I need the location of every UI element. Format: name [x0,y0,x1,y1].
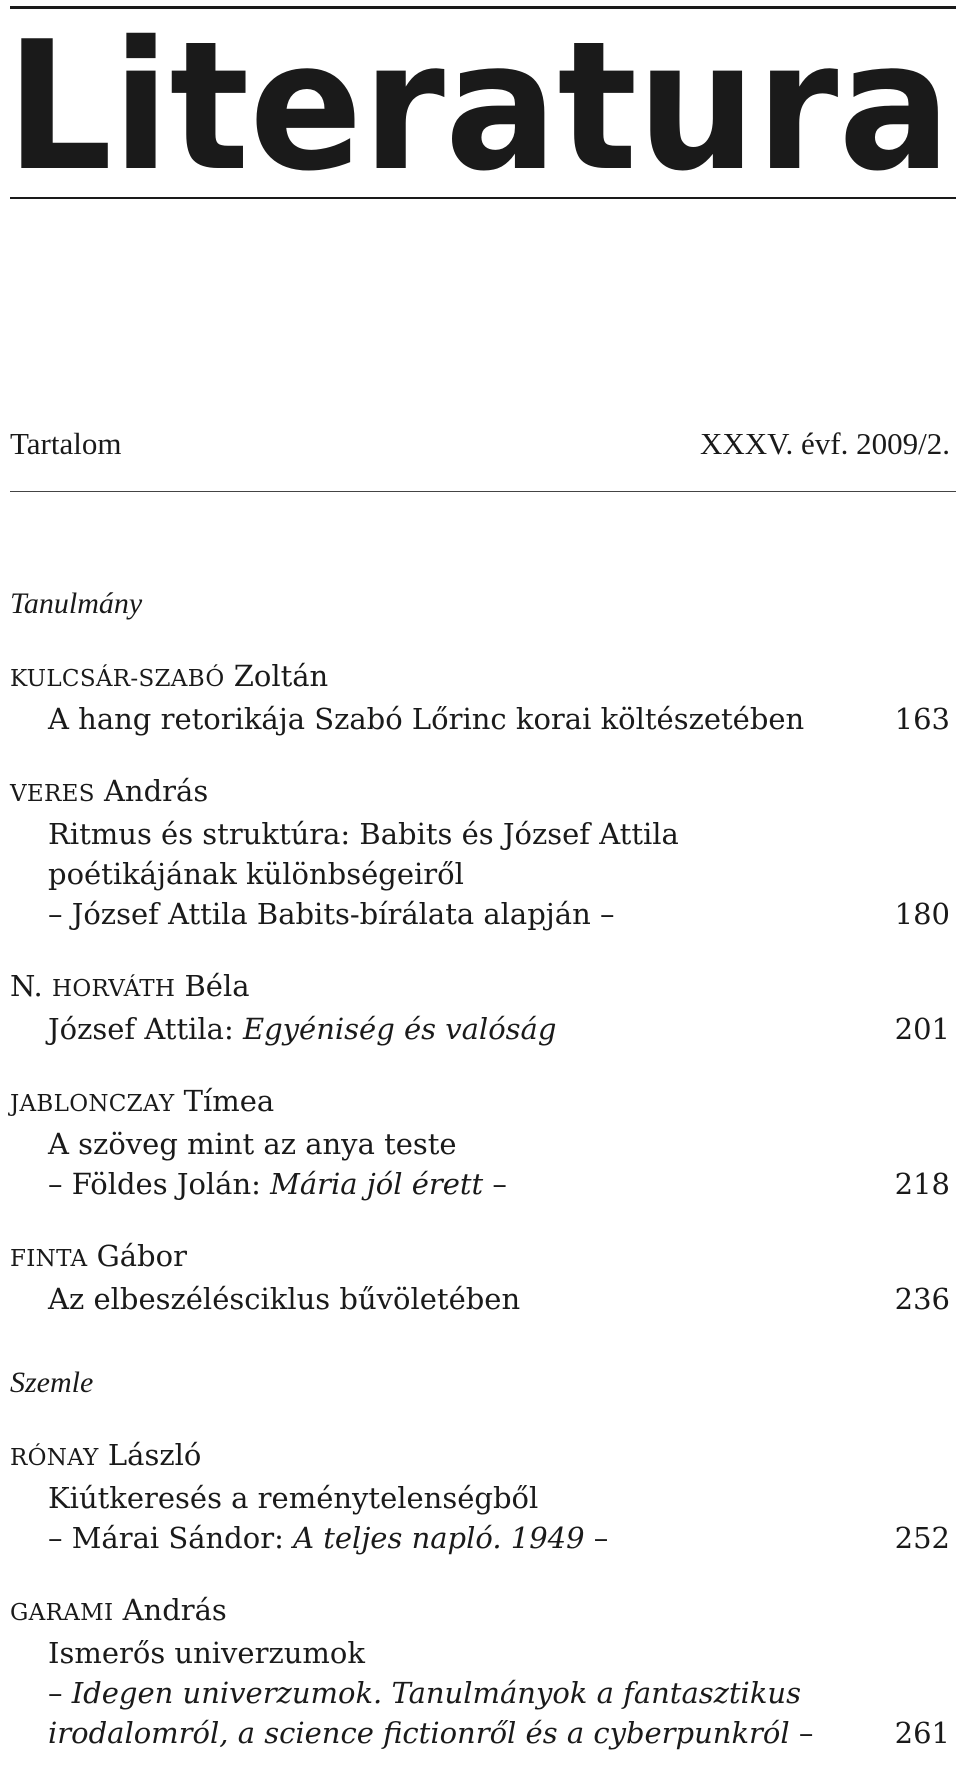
author-given-name: László [107,1438,202,1472]
masthead-logo [6,18,956,194]
top-rule [10,6,956,9]
dash: – [789,1716,814,1750]
title-italic: A teljes napló. 1949 [293,1521,585,1555]
title-text: – Földes Jolán: [48,1167,271,1201]
page-number: 236 [894,1282,950,1316]
author [10,1081,950,1124]
toc-entry [10,1435,950,1558]
page-number: 261 [894,1716,950,1750]
page-number: 180 [894,897,950,931]
toc-entry [10,1081,950,1204]
title-line: Az elbeszélésciklus bűvöletében [48,1282,521,1316]
author-surname: GARAMI [10,1600,114,1626]
page-number: 218 [894,1167,950,1201]
author [10,966,950,1009]
section-title-tanulmany: Tanulmány [10,587,143,620]
entry-title [10,1518,950,1558]
title-text: József Attila: [48,1012,243,1046]
toc-entry [10,1590,950,1753]
header-rule [10,491,956,492]
author [10,656,950,699]
title-italic: Egyéniség és valóság [242,1012,557,1046]
author-surname: KULCSÁR-SZABÓ [10,666,225,692]
author-given-name: Zoltán [233,659,329,693]
title-line: Kiútkeresés a reménytelenségből [48,1481,539,1515]
author [10,771,950,814]
title-italic: Mária jól érett [270,1167,484,1201]
author [10,1236,950,1279]
toc-entry [10,656,950,739]
table-of-contents [10,584,950,1753]
title-line: Ritmus és struktúra: Babits és József Attila [48,817,679,851]
section-title-szemle: Szemle [10,1366,94,1399]
author-surname: RÓNAY [10,1445,99,1471]
entry-title [10,894,950,934]
author-given-name: András [122,1593,227,1627]
author-given-name: Béla [184,969,250,1003]
author-given-name: Gábor [96,1239,187,1273]
author-given-name: András [103,774,209,808]
author-surname: JABLONCZAY [10,1091,175,1117]
author-surname: VERES [10,781,95,807]
entry-title [10,1279,950,1319]
page-number: 252 [894,1521,950,1555]
author [10,1590,950,1633]
title-italic: Idegen univerzumok. Tanulmányok a fantasztikus [71,1676,801,1710]
entry-title [10,1713,950,1753]
author-surname: HORVÁTH [51,976,176,1002]
page-number: 201 [894,1012,950,1046]
page-number: 163 [894,702,950,736]
title-line: Ismerős univerzumok [48,1636,365,1670]
entry-title [10,699,950,739]
author-initial: N. [10,969,43,1003]
volume-issue: XXXV. évf. 2009/2. [700,426,950,461]
toc-entry [10,1236,950,1319]
title-tail: – [483,1167,507,1201]
masthead-rule [10,197,956,199]
title-line [10,1673,950,1713]
dash: – [48,1676,72,1710]
author-given-name: Tímea [183,1084,275,1118]
toc-entry [10,771,950,934]
title-line: A szöveg mint az anya teste [48,1127,457,1161]
toc-entry [10,966,950,1049]
title-tail: – [584,1521,609,1555]
title-italic: irodalomról, a science fictionről és a cyberpunkról [48,1716,790,1750]
contents-heading: Tartalom [10,426,122,461]
title-line: A hang retorikája Szabó Lőrinc korai költészetében [48,702,805,736]
title-line: – József Attila Babits-bírálata alapján – [48,897,615,931]
author [10,1435,950,1478]
title-text: – Márai Sándor: [48,1521,294,1555]
title-line: poétikájának különbségeiről [48,857,464,891]
logo-wordmark: Literatura [6,18,951,194]
entry-title [10,1009,950,1049]
entry-title [10,1164,950,1204]
author-surname: FINTA [10,1246,88,1272]
